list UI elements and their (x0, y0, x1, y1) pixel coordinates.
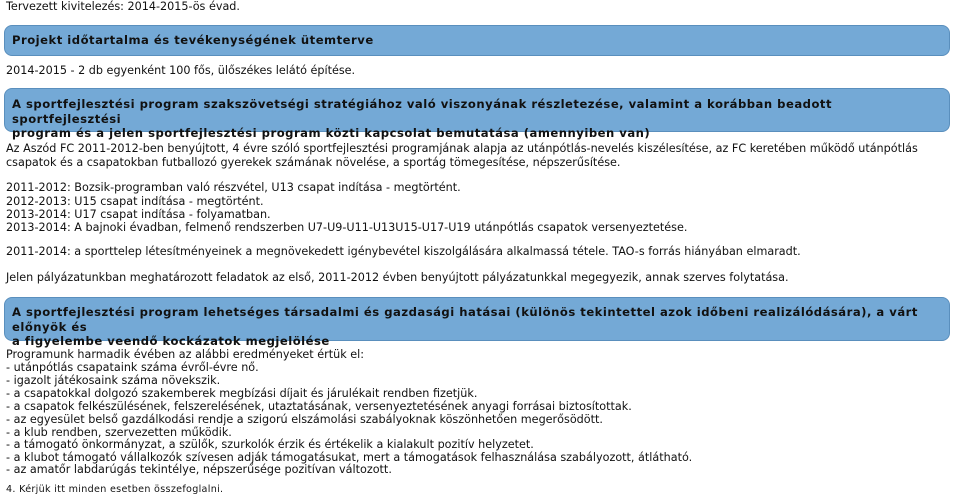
section-title-strategy-line1: A sportfejlesztési program szakszövetségi stratégiához való viszonyának részletezése, valamint a korábban beadott sportfejlesztési (12, 97, 833, 126)
result-item: - a klub rendben, szervezetten működik. (6, 426, 232, 439)
footer-note: 4. Kérjük itt minden esetben összefoglalni. (6, 484, 224, 495)
section-header-strategy (4, 88, 950, 140)
result-item: - igazolt játékosaink száma növekszik. (6, 374, 221, 387)
result-item: - a csapatok felkészülésének, felszerelésének, utaztatásának, versenyeztetésének anyagi forrásai biztosítottak. (6, 400, 632, 413)
timeline-item: 2013-2014: A bajnoki évadban, felmenő rendszerben U7-U9-U11-U13U15-U17-U19 utánpótlás csapatok versenyeztetése. (6, 221, 688, 234)
timeline-item: 2012-2013: U15 csapat indítása - megtörtént. (6, 195, 264, 208)
result-item: - a klubot támogató vállalkozók szívesen adják támogatásukat, mert a támogatások felhasználása szabályozott, átlátható. (6, 451, 693, 464)
section-title-impacts-line1: A sportfejlesztési program lehetséges társadalmi és gazdasági hatásai (különös tekintettel azok időbeni realizálódására), a várt előnyök és (12, 305, 918, 334)
section-title-strategy-line2: program és a jelen sportfejlesztési program közti kapcsolat bemutatása (amennyiben van) (12, 126, 651, 140)
strategy-intro-line1: Az Aszód FC 2011-2012-ben benyújtott, 4 évre szóló sportfejlesztési programjának alapja az utánpótlás-nevelés kiszélesítése, az FC keretében működő utánpótlás (6, 142, 918, 155)
timeline-item: 2013-2014: U17 csapat indítása - folyamatban. (6, 208, 271, 221)
strategy-intro-line2: csapatok és a csapatokban futballozó gyerekek számának növelése, a sportág tömegesítése, népszerűsítése. (6, 156, 621, 169)
conclusion-text: Jelen pályázatunkban meghatározott feladatok az első, 2011-2012 évben benyújtott pályázatunkkal megegyezik, annak szerves folytatása. (6, 271, 789, 284)
results-intro: Programunk harmadik évében az alábbi eredményeket értük el: (6, 348, 365, 361)
timeline-item: 2011-2012: Bozsik-programban való részvétel, U13 csapat indítása - megtörtént. (6, 181, 461, 194)
planned-execution-line: Tervezett kivitelezés: 2014-2015-ös évad. (6, 0, 240, 13)
result-item: - az amatőr labdarúgás tekintélye, népszerűsége pozitívan változott. (6, 463, 392, 476)
section-title-timeline: Projekt időtartalma és tevékenységének ütemterve (12, 33, 374, 48)
facility-text: 2011-2014: a sporttelep létesítményeinek a megnövekedett igénybevétel kiszolgálására alkalmassá tétele. TAO-s forrás hiányában elmaradt. (6, 245, 801, 258)
result-item: - a csapatokkal dolgozó szakemberek megbízási díjait és járulékait rendben fizetjük. (6, 387, 478, 400)
result-item: - utánpótlás csapataink száma évről-évre nő. (6, 361, 259, 374)
section-header-timeline (4, 25, 950, 56)
result-item: - a támogató önkormányzat, a szülők, szurkolók érzik és értékelik a kialakult pozitív helyzetet. (6, 438, 534, 451)
section-title-impacts-line2: a figyelembe veendő kockázatok megjelölése (12, 334, 330, 348)
timeline-text: 2014-2015 - 2 db egyenként 100 fős, ülőszékes lelátó építése. (6, 64, 356, 77)
result-item: - az egyesület belső gazdálkodási rendje a szigorú elszámolási szabályoknak köszönhetően megerősödött. (6, 413, 603, 426)
section-header-impacts (4, 297, 950, 348)
